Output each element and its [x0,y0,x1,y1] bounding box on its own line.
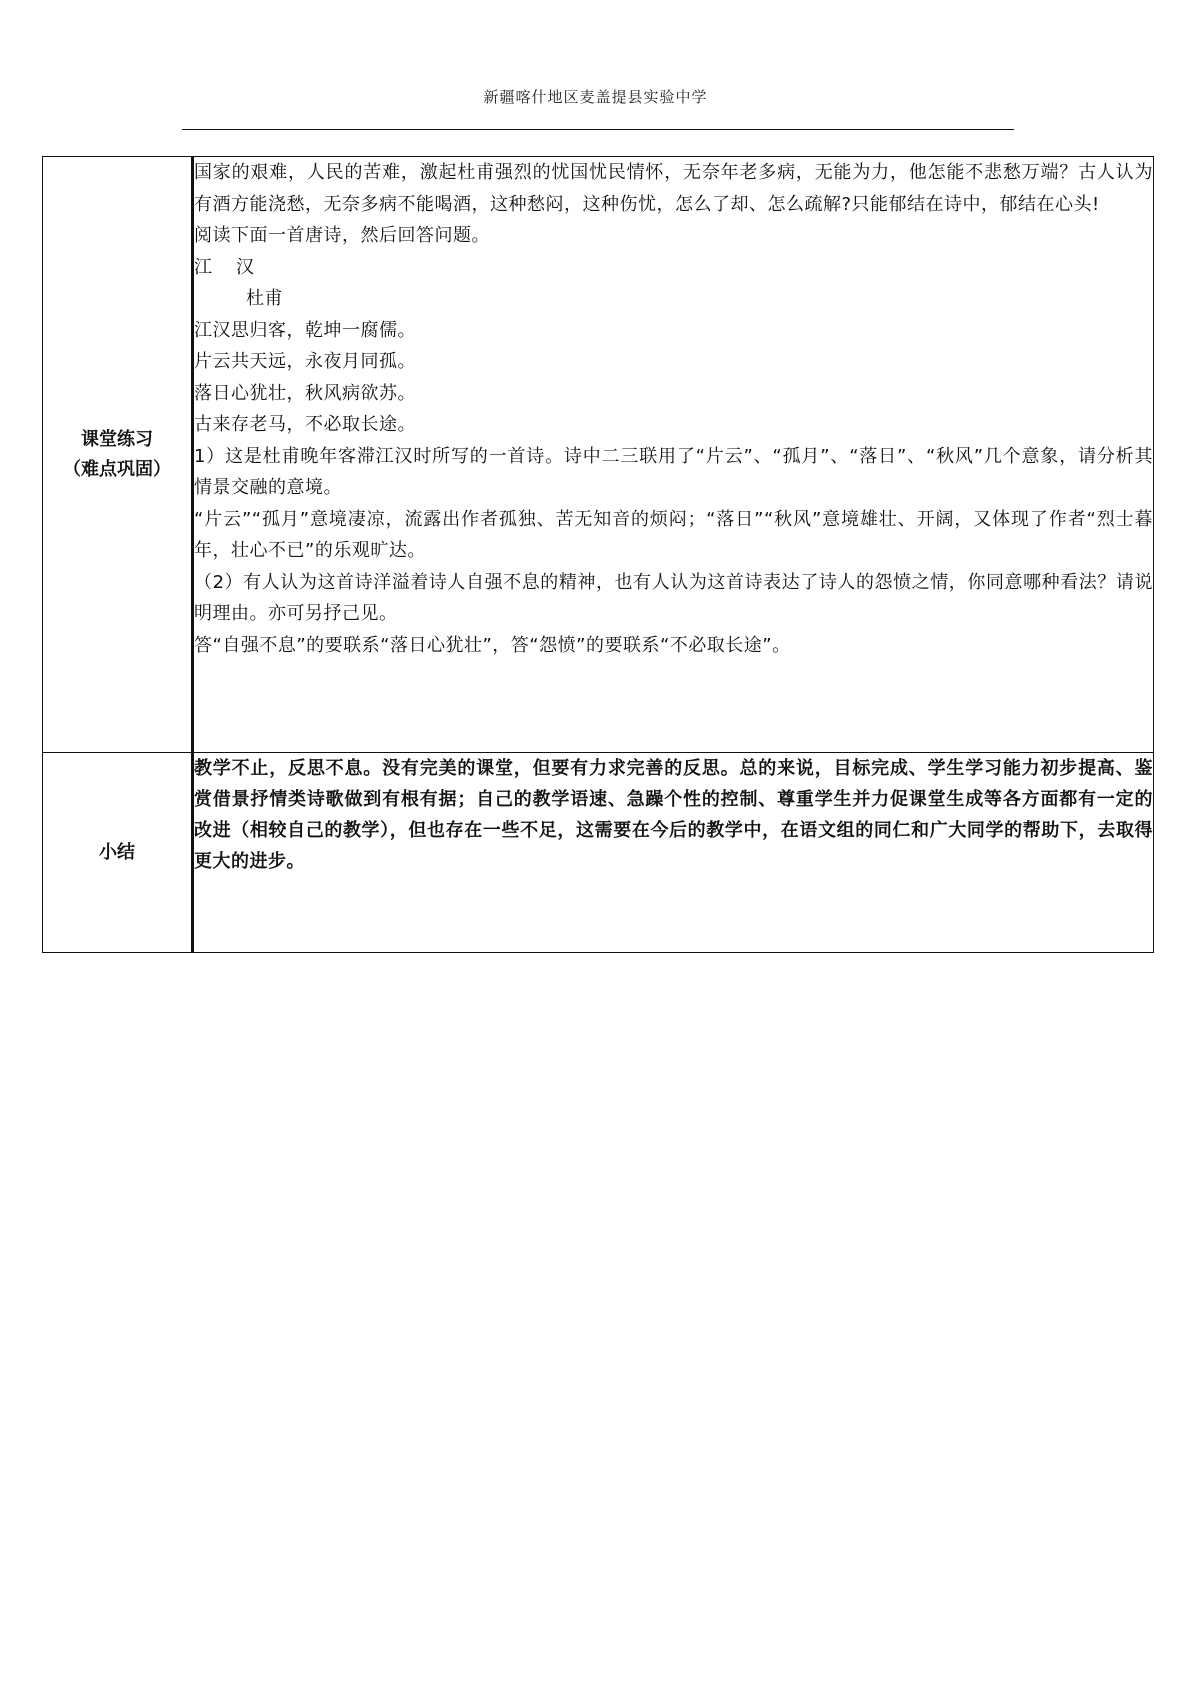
poem-title: 江汉 [194,256,278,278]
school-name: 新疆喀什地区麦盖提县实验中学 [483,88,708,106]
intro-paragraph: 国家的艰难，人民的苦难，激起杜甫强烈的忧国忧民情怀，无奈年老多病，无能为力，他怎能不悲愁万端？古人认为有酒方能浇愁，无奈多病不能喝酒，这种愁闷，这种伤忧，怎么了却、怎么疏解?只能郁结在诗中，郁结在心头! [194,162,1153,215]
poem-author: 杜甫 [246,288,283,309]
question-2: （2）有人认为这首诗洋溢着诗人自强不息的精神，也有人认为这首诗表达了诗人的怨愤之情，你同意哪种看法？请说明理由。亦可另抒己见。 [194,571,1153,624]
summary-row [43,753,1154,953]
poem-line: 江汉思归客，乾坤一腐儒。 [194,319,416,341]
poem-line: 片云共天远，永夜月同孤。 [194,351,416,372]
lesson-table [42,156,1154,953]
practice-label-line1: 课堂练习 [81,428,153,450]
practice-label-cell [43,157,193,753]
practice-row [43,157,1154,753]
summary-label-cell [43,753,193,953]
header-divider [182,129,1014,130]
answer-1: “片云”“孤月”意境凄凉，流露出作者孤独、苦无知音的烦闷；“落日”“秋风”意境雄壮、开阔，又体现了作者“烈士暮年，壮心不已”的乐观旷达。 [194,508,1153,561]
summary-text: 教学不止，反思不息。没有完美的课堂，但要有力求完善的反思。总的来说，目标完成、学生学习能力初步提高、鉴赏借景抒情类诗歌做到有根有据；自己的教学语速、急躁个性的控制、尊重学生并力促课堂生成等各方面都有一定的改进（相较自己的教学），但也存在一些不足，这需要在今后的教学中，在语文组的同仁和广大同学的帮助下，去取得更大的进步。 [194,758,1153,872]
poem-line: 落日心犹壮，秋风病欲苏。 [194,382,416,404]
poem-line: 古来存老马，不必取长途。 [194,414,416,435]
summary-label: 小结 [99,841,135,863]
practice-content-cell [193,157,1154,753]
instruction-paragraph: 阅读下面一首唐诗，然后回答问题。 [194,225,490,246]
summary-content-cell [193,753,1154,953]
practice-label-line2: （难点巩固） [63,458,171,480]
question-1: 1）这是杜甫晚年客滞江汉时所写的一首诗。诗中二三联用了“片云”、“孤月”、“落日”、“秋风”几个意象，请分析其情景交融的意境。 [194,445,1153,498]
answer-2: 答“自强不息”的要联系“落日心犹壮”，答“怨愤”的要联系“不必取长途”。 [194,634,791,656]
page-header [0,86,1191,107]
